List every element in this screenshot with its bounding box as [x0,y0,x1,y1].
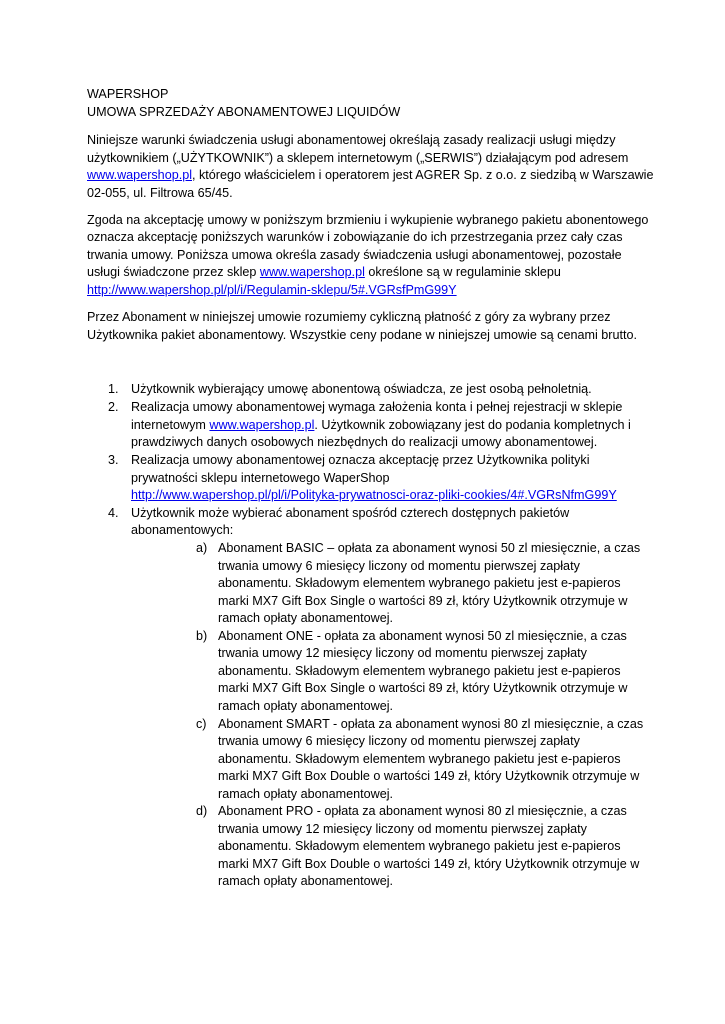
subitem-text: Abonament PRO - opłata za abonament wynosi 80 zl miesięcznie, a czas [218,804,627,818]
intro-p2-line: Zgoda na akceptację umowy w poniższym brzmieniu i wykupienie wybranego pakietu abonentowego [87,213,649,227]
subitem-text: marki MX7 Gift Box Single o wartości 89 zł, który Użytkownik otrzymuje w [218,594,628,608]
list-item-text: internetowym www.wapershop.pl. Użytkownik zobowiązany jest do podania kompletnych i [131,418,631,432]
list-number: 1. [108,382,119,396]
list-item-text: prawdziwych danych osobowych niezbędnych do realizacji umowy abonamentowej. [131,435,598,449]
intro-p2-line: usługi świadczone przez sklep www.wapershop.pl określone są w regulaminie sklepu [87,265,561,279]
intro-p2-line: oznacza akceptację poniższych warunków i zobowiązanie do ich przestrzegania przez cały czas [87,230,623,244]
subitem-text: ramach opłaty abonamentowej. [218,787,394,801]
subitem-text: Abonament SMART - opłata za abonament wynosi 80 zl miesięcznie, a czas [218,717,644,731]
subitem-label: b) [196,629,208,643]
subitem-text: trwania umowy 12 miesięcy liczony od momentu pierwszej zapłaty [218,646,587,660]
wapershop-link[interactable]: www.wapershop.pl [209,418,315,432]
list-item-text: abonamentowych: [131,523,234,537]
subitem-label: a) [196,541,208,555]
subitem-text: ramach opłaty abonamentowej. [218,611,394,625]
intro-p1-line: www.wapershop.pl, którego właścicielem i operatorem jest AGRER Sp. z o.o. z siedzibą w Warszawie [87,168,654,182]
subitem-text: trwania umowy 12 miesięcy liczony od momentu pierwszej zapłaty [218,822,587,836]
subitem-text: marki MX7 Gift Box Single o wartości 89 zł, który Użytkownik otrzymuje w [218,681,628,695]
subitem-text: ramach opłaty abonamentowej. [218,874,394,888]
subitem-text: trwania umowy 6 miesięcy liczony od momentu pierwszej zapłaty [218,734,580,748]
subitem-text: ramach opłaty abonamentowej. [218,699,394,713]
list-item-text: Użytkownik może wybierać abonament spośród czterech dostępnych pakietów [131,506,570,520]
regulamin-link[interactable]: http://www.wapershop.pl/pl/i/Regulamin-sklepu/5#.VGRsfPmG99Y [87,283,457,297]
list-number: 4. [108,506,119,520]
subitem-text: marki MX7 Gift Box Double o wartości 149 zł, który Użytkownik otrzymuje w [218,769,640,783]
subitem-text: abonamentu. Składowym elementem wybranego pakietu jest e-papieros [218,576,621,590]
subitem-label: c) [196,717,207,731]
list-number: 2. [108,400,119,414]
document-subtitle: UMOWA SPRZEDAŻY ABONAMENTOWEJ LIQUIDÓW [87,105,401,119]
intro-p2-line [87,282,457,299]
wapershop-link[interactable]: www.wapershop.pl [259,265,365,279]
intro-p2-line: trwania umowy. Poniższa umowa określa zasady świadczenia usługi abonamentowej, pozostałe [87,248,622,262]
list-item-text: Realizacja umowy abonamentowej wymaga założenia konta i pełnej rejestracji w sklepie [131,400,623,414]
intro-p1-line: 02-055, ul. Filtrowa 65/45. [87,186,233,200]
intro-p1-line: użytkownikiem („UŻYTKOWNIK”) a sklepem internetowym („SERWIS”) działającym pod adresem [87,151,629,165]
intro-p3-line: Przez Abonament w niniejszej umowie rozumiemy cykliczną płatność z góry za wybrany przez [87,310,611,324]
intro-p1-line: Niniejsze warunki świadczenia usługi abonamentowej określają zasady realizacji usługi między [87,133,616,147]
subitem-text: Abonament BASIC – opłata za abonament wynosi 50 zl miesięcznie, a czas [218,541,641,555]
wapershop-link[interactable]: www.wapershop.pl [87,168,192,182]
intro-p3-line: Użytkownika pakiet abonamentowy. Wszystkie ceny podane w niniejszej umowie są cenami brutto. [87,328,637,342]
subitem-text: abonamentu. Składowym elementem wybranego pakietu jest e-papieros [218,664,621,678]
subitem-text: abonamentu. Składowym elementem wybranego pakietu jest e-papieros [218,839,621,853]
subitem-text: marki MX7 Gift Box Double o wartości 149 zł, który Użytkownik otrzymuje w [218,857,640,871]
subitem-text: Abonament ONE - opłata za abonament wynosi 50 zl miesięcznie, a czas [218,629,627,643]
list-item-text: prywatności sklepu internetowego WaperShop [131,471,390,485]
subitem-text: abonamentu. Składowym elementem wybranego pakietu jest e-papieros [218,752,621,766]
list-item-text [131,487,617,504]
polityka-link[interactable]: http://www.wapershop.pl/pl/i/Polityka-prywatnosci-oraz-pliki-cookies/4#.VGRsNfmG99Y [131,488,617,502]
subitem-label: d) [196,804,208,818]
list-number: 3. [108,453,119,467]
list-item-text: Realizacja umowy abonamentowej oznacza akceptację przez Użytkownika polityki [131,453,590,467]
list-item-text: Użytkownik wybierający umowę abonentową oświadcza, ze jest osobą pełnoletnią. [131,382,592,396]
subitem-text: trwania umowy 6 miesięcy liczony od momentu pierwszej zapłaty [218,559,580,573]
document-title: WAPERSHOP [87,87,169,101]
